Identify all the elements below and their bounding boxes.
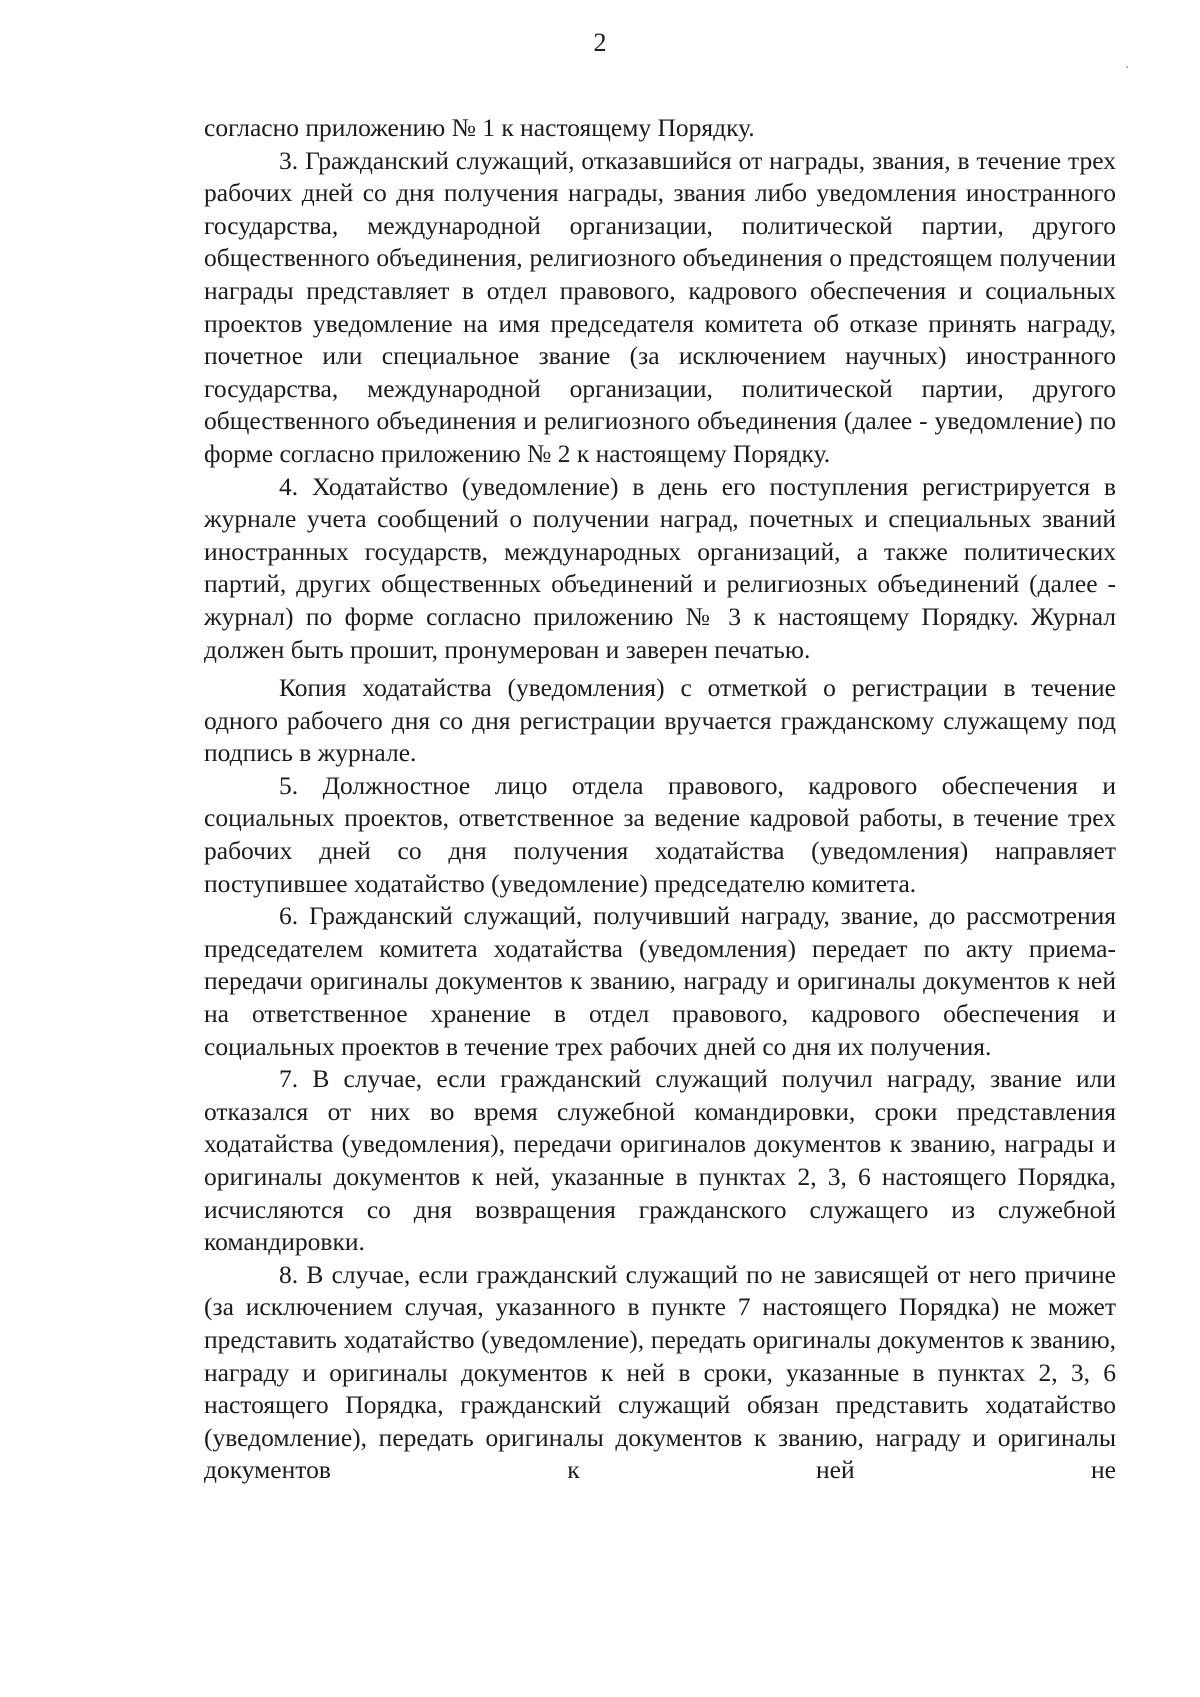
- document-body: [204, 112, 1116, 1487]
- paragraph-item-6: 6. Гражданский служащий, получивший награду, звание, до рассмотрения председателем комитета ходатайства (уведомления) передает по акту приема-передачи оригиналы документов к званию, награду и оригиналы документов к ней на ответственное хранение в отдел правового, кадрового обеспечения и социальных проектов в течение трех рабочих дней со дня их получения.: [204, 901, 1116, 1061]
- paragraph-item-4: 4. Ходатайство (уведомление) в день его поступления регистрируется в журнале учета сообщений о получении наград, почетных и специальных званий иностранных государств, международных организаций, а также политических партий, других общественных объединений и религиозных объединений (далее - журнал) по форме согласно приложению № 3 к настоящему Порядку. Журнал должен быть прошит, пронумерован и заверен печатью.: [204, 471, 1116, 664]
- paragraph-item-3: 3. Гражданский служащий, отказавшийся от награды, звания, в течение трех рабочих дней со дня получения награды, звания либо уведомления иностранного государства, международной организации, политической партии, другого общественного объединения, религиозного объединения о предстоящем получении награды представляет в отдел правового, кадрового обеспечения и социальных проектов уведомление на имя председателя комитета об отказе принять награду, почетное или специальное звание (за исключением научных) иностранного государства, международной организации, политической партии, другого общественного объединения и религиозного объединения (далее - уведомление) по форме согласно приложению № 2 к настоящему Порядку.: [204, 145, 1116, 468]
- page-number: 2: [593, 28, 607, 57]
- paragraph-item-8: 8. В случае, если гражданский служащий по не зависящей от него причине (за исключением случая, указанного в пункте 7 настоящего Порядка) не может представить ходатайство (уведомление), передать оригиналы документов к званию, награду и оригиналы документов к ней в сроки, указанные в пунктах 2, 3, 6 настоящего Порядка, гражданский служащий обязан представить ходатайство (уведомление), передать оригиналы документов к званию, награду и оригиналы документов к ней не: [204, 1259, 1116, 1485]
- paragraph-registration-copy: Копия ходатайства (уведомления) с отметкой о регистрации в течение одного рабочего дня со дня регистрации вручается гражданскому служащему под подпись в журнале.: [204, 673, 1116, 768]
- paragraph-item-7: 7. В случае, если гражданский служащий получил награду, звание или отказался от них во время служебной командировки, сроки представления ходатайства (уведомления), передачи оригиналов документов к званию, награды и оригиналы документов к ней, указанные в пунктах 2, 3, 6 настоящего Порядка, исчисляются со дня возвращения гражданского служащего из служебной командировки.: [204, 1064, 1116, 1257]
- scan-artifact-dot: [1126, 66, 1128, 68]
- paragraph-continuation: согласно приложению № 1 к настоящему Порядку.: [204, 113, 755, 142]
- paragraph-item-5: 5. Должностное лицо отдела правового, кадрового обеспечения и социальных проектов, ответственное за ведение кадровой работы, в течение трех рабочих дней со дня получения ходатайства (уведомления) направляет поступившее ходатайство (уведомление) председателю комитета.: [204, 770, 1116, 898]
